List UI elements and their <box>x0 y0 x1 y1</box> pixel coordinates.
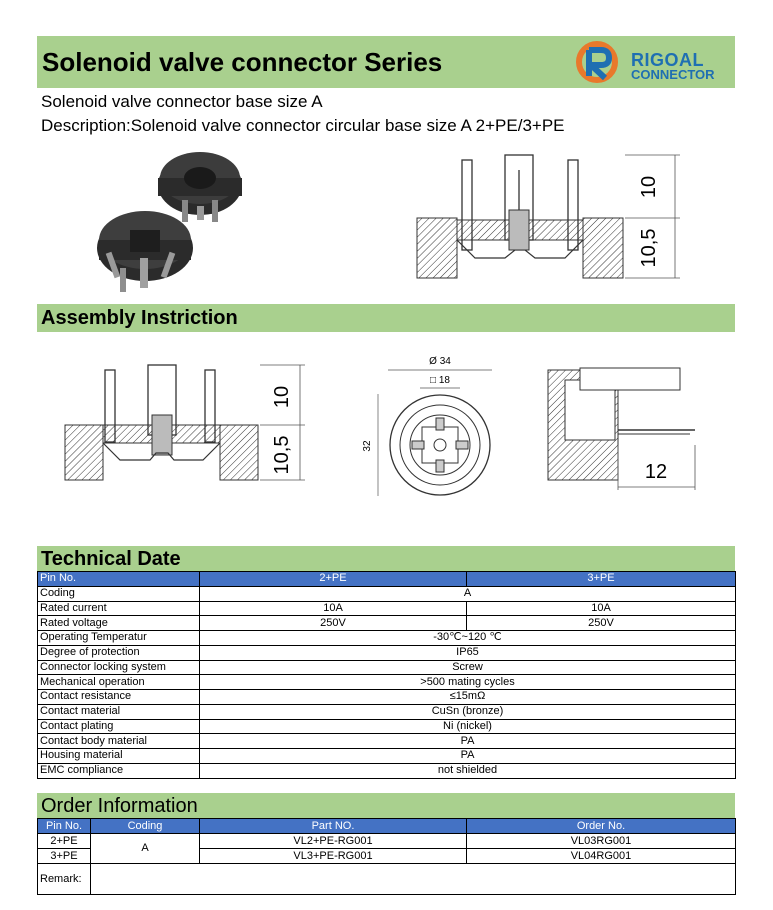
table-cell: ≤15mΩ <box>200 690 736 705</box>
table-cell: Order No. <box>467 819 736 834</box>
assembly-front-drawing <box>60 360 315 490</box>
diameter-label: Ø 34 <box>429 356 451 367</box>
top-dim-lower: 10,5 <box>638 228 660 268</box>
top-dim-upper: 10 <box>638 175 660 199</box>
table-row <box>38 675 736 690</box>
table-cell: Rated voltage <box>38 616 200 631</box>
table-cell: Pin No. <box>38 819 91 834</box>
technical-table <box>37 571 736 779</box>
table-cell: 2+PE <box>200 572 467 587</box>
table-cell: Screw <box>200 660 736 675</box>
table-row <box>38 631 736 646</box>
table-cell: >500 mating cycles <box>200 675 736 690</box>
subtitle: Solenoid valve connector base size A <box>41 92 323 111</box>
table-cell: Coding <box>91 819 200 834</box>
table-cell: 3+PE <box>467 572 736 587</box>
table-cell: Rated current <box>38 601 200 616</box>
logo-text-connector: CONNECTOR <box>631 67 715 82</box>
table-cell: Mechanical operation <box>38 675 200 690</box>
table-cell: Part NO. <box>200 819 467 834</box>
table-row <box>38 586 736 601</box>
table-cell: Contact material <box>38 704 200 719</box>
table-row <box>38 763 736 778</box>
table-row <box>38 704 736 719</box>
top-section-drawing <box>405 150 690 290</box>
table-row <box>38 864 736 895</box>
table-cell: not shielded <box>200 763 736 778</box>
remark-label: Remark: <box>38 864 91 895</box>
table-cell: Contact body material <box>38 734 200 749</box>
assembly-top-view-drawing <box>360 350 510 500</box>
table-cell: IP65 <box>200 645 736 660</box>
table-cell: Pin No. <box>38 572 200 587</box>
table-cell: PA <box>200 734 736 749</box>
assembly-side-drawing <box>540 360 700 495</box>
table-cell: Ni (nickel) <box>200 719 736 734</box>
table-cell: Connector locking system <box>38 660 200 675</box>
assembly-title: Assembly Instriction <box>41 307 238 329</box>
side-dim: 12 <box>644 461 668 483</box>
table-cell: A <box>200 586 736 601</box>
table-row <box>38 749 736 764</box>
table-cell: A <box>91 834 200 864</box>
assembly-dim-lower: 10,5 <box>271 435 293 475</box>
table-cell: CuSn (bronze) <box>200 704 736 719</box>
remark-value <box>91 864 736 895</box>
product-photo <box>70 140 270 305</box>
table-cell: VL03RG001 <box>467 834 736 849</box>
table-row <box>38 572 736 587</box>
assembly-dim-upper: 10 <box>271 385 293 409</box>
table-row <box>38 601 736 616</box>
table-cell: 10A <box>467 601 736 616</box>
table-cell: PA <box>200 749 736 764</box>
table-cell: Contact plating <box>38 719 200 734</box>
table-cell: 10A <box>200 601 467 616</box>
table-cell: VL04RG001 <box>467 849 736 864</box>
square-label: □ 18 <box>430 375 450 386</box>
table-cell: Housing material <box>38 749 200 764</box>
table-cell: Operating Temperatur <box>38 631 200 646</box>
table-cell: Degree of protection <box>38 645 200 660</box>
table-row <box>38 719 736 734</box>
table-cell: 250V <box>467 616 736 631</box>
page-title: Solenoid valve connector Series <box>42 47 443 77</box>
technical-title: Technical Date <box>41 548 181 570</box>
table-row <box>38 616 736 631</box>
table-row <box>38 734 736 749</box>
table-row <box>38 690 736 705</box>
table-row <box>38 645 736 660</box>
table-cell: Contact resistance <box>38 690 200 705</box>
order-table <box>37 818 736 895</box>
table-cell: Coding <box>38 586 200 601</box>
table-row <box>38 819 736 834</box>
table-cell: EMC compliance <box>38 763 200 778</box>
table-cell: VL3+PE-RG001 <box>200 849 467 864</box>
table-cell: 2+PE <box>38 834 91 849</box>
table-cell: VL2+PE-RG001 <box>200 834 467 849</box>
order-title: Order Information <box>41 795 198 817</box>
rigoal-logo-icon <box>575 40 629 84</box>
logo-text-rigoal: RIGOAL <box>631 50 704 70</box>
height-label: 32 <box>362 440 373 452</box>
description: Description:Solenoid valve connector circular base size A 2+PE/3+PE <box>41 116 565 135</box>
table-cell: 3+PE <box>38 849 91 864</box>
table-row <box>38 660 736 675</box>
table-cell: 250V <box>200 616 467 631</box>
table-row <box>38 834 736 849</box>
table-cell: -30℃~120 ℃ <box>200 631 736 646</box>
